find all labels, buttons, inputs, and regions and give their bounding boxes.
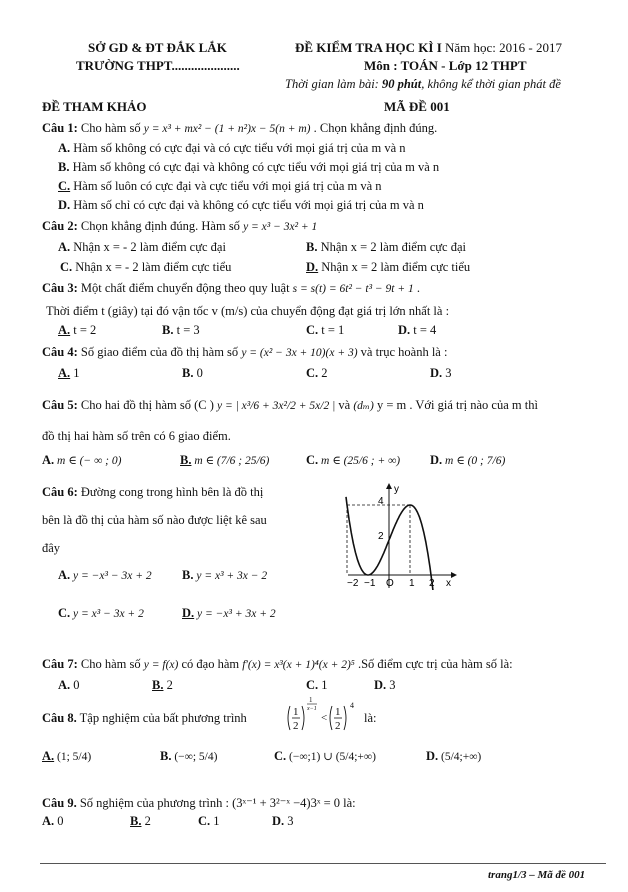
q3-option-a[interactable]: A. t = 2 (58, 323, 97, 337)
q3-stem-line2: Thời điểm t (giây) tại đó vận tốc v (m/s) của chuyển động đạt giá trị lớn nhất là : (46, 304, 450, 318)
svg-text:<: < (321, 712, 328, 724)
q6-stem-line3: đây (42, 541, 61, 555)
q2-option-b[interactable]: B. Nhận x = 2 làm điểm cực đại (306, 240, 466, 254)
q2-option-c[interactable]: C. Nhận x = - 2 làm điểm cực tiểu (60, 260, 232, 274)
q7-option-c[interactable]: C. 1 (306, 678, 328, 692)
tick-x-2: 2 (429, 578, 435, 589)
dept-name: SỞ GD & ĐT ĐẮK LẮK (88, 40, 227, 55)
function-graph (340, 478, 470, 590)
svg-text:2: 2 (293, 720, 299, 732)
svg-text:1: 1 (309, 696, 313, 704)
q5-stem-line2: đồ thị hai hàm số trên có 6 giao điểm. (42, 429, 231, 443)
q6-option-c[interactable]: C. y = x³ − 3x + 2 (58, 606, 144, 620)
q3-stem: Câu 3: Một chất điểm chuyển động theo quy luật s = s(t) = 6t² − t³ − 9t + 1 . (42, 281, 421, 295)
tick-x-m2: −2 (347, 578, 359, 589)
q6-option-d[interactable]: D. y = −x³ + 3x + 2 (182, 606, 276, 620)
subject: Môn : TOÁN - Lớp 12 THPT (364, 58, 527, 73)
x-axis-label: x (446, 578, 451, 589)
q6-stem-line2: bên là đồ thị của hàm số nào được liệt kê sau (42, 513, 267, 527)
footer-divider (40, 863, 606, 864)
q2-stem: Câu 2: Chọn khẳng định đúng. Hàm số y = x³ − 3x² + 1 (42, 219, 318, 233)
q8-stem-tail: là: (364, 711, 377, 725)
q5-option-b[interactable]: B. m ∈ (7/6 ; 25/6) (180, 453, 270, 467)
q1-option-c[interactable]: C. Hàm số luôn có cực đại và cực tiểu với mọi giá trị của m và n (58, 179, 382, 193)
q9-option-d[interactable]: D. 3 (272, 814, 294, 828)
svg-text:1: 1 (335, 706, 341, 718)
ref-label: ĐỀ THAM KHẢO (42, 99, 147, 114)
page-footer: trang1/3 – Mã đề 001 (488, 869, 586, 881)
q8-inequality (284, 694, 362, 736)
q5-option-d[interactable]: D. m ∈ (0 ; 7/6) (430, 453, 506, 467)
q1-option-d[interactable]: D. Hàm số chỉ có cực đại và không có cực tiểu với mọi giá trị của m và n (58, 198, 424, 212)
tick-x-m1: −1 (364, 578, 376, 589)
svg-text:x−1: x−1 (307, 706, 317, 712)
function-curve (346, 497, 435, 590)
q4-option-d[interactable]: D. 3 (430, 366, 452, 380)
q8-option-c[interactable]: C. (−∞;1) ∪ (5/4;+∞) (274, 749, 376, 763)
q4-stem: Câu 4: Số giao điểm của đồ thị hàm số y = (x² − 3x + 10)(x + 3) và trục hoành là : (42, 345, 448, 359)
q4-option-b[interactable]: B. 0 (182, 366, 203, 380)
q1-stem: Câu 1: Cho hàm số y = x³ + mx² − (1 + n²)x − 5(n + m) . Chọn khẳng định đúng. (42, 121, 438, 135)
q8-stem-label: Câu 8. Tập nghiệm của bất phương trình (42, 711, 247, 725)
tick-x-0: O (386, 578, 394, 589)
exam-title: ĐỀ KIỂM TRA HỌC KÌ I Năm học: 2016 - 2017 (295, 40, 562, 55)
q7-option-a[interactable]: A. 0 (58, 678, 80, 692)
q3-option-c[interactable]: C. t = 1 (306, 323, 345, 337)
q8-option-b[interactable]: B. (−∞; 5/4) (160, 749, 218, 763)
q4-option-a[interactable]: A. 1 (58, 366, 80, 380)
tick-x-1: 1 (409, 578, 415, 589)
time-limit: Thời gian làm bài: 90 phút, không kể thời gian phát đề (285, 77, 561, 91)
q5-option-a[interactable]: A. m ∈ (− ∞ ; 0) (42, 453, 122, 467)
q6-option-a[interactable]: A. y = −x³ − 3x + 2 (58, 568, 152, 582)
q2-option-a[interactable]: A. Nhận x = - 2 làm điểm cực đại (58, 240, 226, 254)
tick-y-4: 4 (378, 496, 384, 507)
q9-option-b[interactable]: B. 2 (130, 814, 151, 828)
q3-option-b[interactable]: B. t = 3 (162, 323, 200, 337)
school-name: TRƯỜNG THPT..................... (76, 58, 240, 73)
exam-code: MÃ ĐỀ 001 (384, 99, 450, 114)
q9-option-a[interactable]: A. 0 (42, 814, 64, 828)
q9-option-c[interactable]: C. 1 (198, 814, 220, 828)
q6-option-b[interactable]: B. y = x³ + 3x − 2 (182, 568, 268, 582)
q1-option-b[interactable]: B. Hàm số không có cực đại và không có cực tiểu với mọi giá trị của m và n (58, 160, 440, 174)
q8-option-a[interactable]: A. (1; 5/4) (42, 749, 92, 763)
q4-option-c[interactable]: C. 2 (306, 366, 328, 380)
q2-option-d[interactable]: D. Nhận x = 2 làm điểm cực tiểu (306, 260, 471, 274)
q3-option-d[interactable]: D. t = 4 (398, 323, 437, 337)
q1-option-a[interactable]: A. Hàm số không có cực đại và có cực tiểu với mọi giá trị của m và n (58, 141, 406, 155)
y-axis-label: y (394, 484, 399, 495)
q6-stem: Câu 6: Đường cong trong hình bên là đồ thị (42, 485, 264, 499)
q7-option-b[interactable]: B. 2 (152, 678, 173, 692)
svg-text:1: 1 (293, 706, 299, 718)
tick-y-2: 2 (378, 531, 384, 542)
svg-text:2: 2 (335, 720, 341, 732)
q9-stem: Câu 9. Số nghiệm của phương trình : (3ˣ⁻¹ + 3²⁻ˣ −4)3ˣ = 0 là: (42, 796, 356, 810)
svg-text:4: 4 (350, 701, 354, 710)
q7-option-d[interactable]: D. 3 (374, 678, 396, 692)
q5-stem: Câu 5: Cho hai đồ thị hàm số (C ) y = | x³/6 + 3x²/2 + 5x/2 | và (dₘ) y = m . Với giá trị nào của m thì (42, 398, 538, 412)
q7-stem: Câu 7: Cho hàm số y = f(x) có đạo hàm f′(x) = x³(x + 1)⁴(x + 2)⁵ .Số điểm cực trị của hàm số là: (42, 657, 513, 671)
q5-option-c[interactable]: C. m ∈ (25/6 ; + ∞) (306, 453, 401, 467)
q8-option-d[interactable]: D. (5/4;+∞) (426, 749, 482, 763)
